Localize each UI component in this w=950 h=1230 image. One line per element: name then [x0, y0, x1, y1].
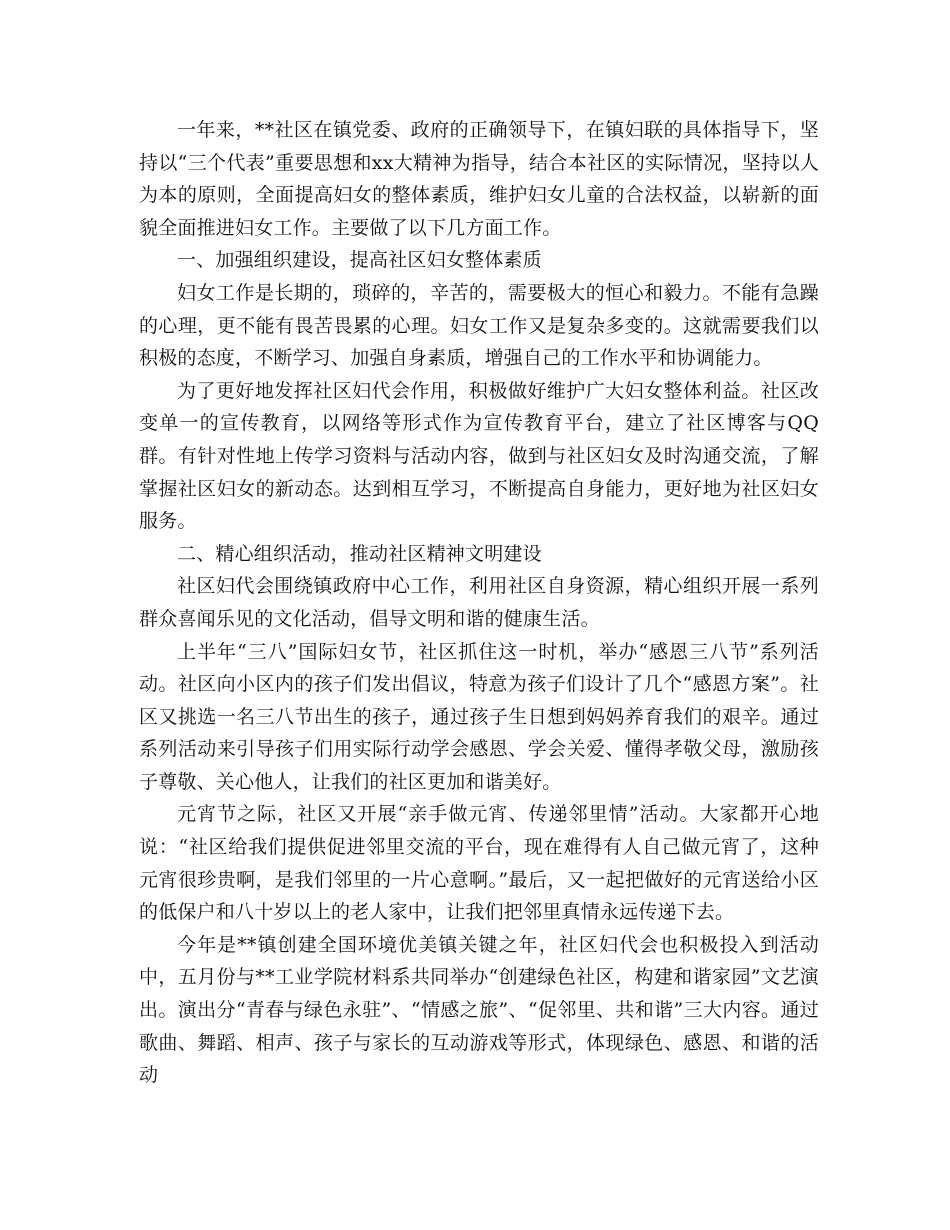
paragraph-lantern-festival: 元宵节之际，社区又开展“亲手做元宵、传递邻里情”活动。大家都开心地说：“社区给我们提供促进邻里交流的平台，现在难得有人自己做元宵了，这种元宵很珍贵啊，是我们邻里的一片心意啊。”最后，又一起把做好的元宵送给小区的低保户和八十岁以上的老人家中，让我们把邻里真情永远传递下去。: [139, 803, 819, 924]
section-heading-2: 二、精心组织活动，推动社区精神文明建设: [177, 542, 542, 565]
document-body: [139, 114, 819, 1092]
paragraph-cultural-activities: 社区妇代会围绕镇政府中心工作，利用社区自身资源，精心组织开展一系列群众喜闻乐见的文化活动，倡导文明和谐的健康生活。: [139, 575, 819, 630]
section-heading-1: 一、加强组织建设，提高社区妇女整体素质: [177, 249, 542, 272]
paragraph-green-community: 今年是**镇创建全国环境优美镇关键之年，社区妇代会也积极投入到活动中，五月份与**工业学院材料系共同举办“创建绿色社区，构建和谐家园”文艺演出。演出分“青春与绿色永驻”、“情感之旅”、“促邻里、共和谐”三大内容。通过歌曲、舞蹈、相声、孩子与家长的互动游戏等形式，体现绿色、感恩、和谐的活动: [139, 933, 819, 1087]
paragraph-online-platform: 为了更好地发挥社区妇代会作用，积极做好维护广大妇女整体利益。社区改变单一的宣传教育，以网络等形式作为宣传教育平台，建立了社区博客与QQ群。有针对性地上传学习资料与活动内容，做到与社区妇女及时沟通交流，了解掌握社区妇女的新动态。达到相互学习，不断提高自身能力，更好地为社区妇女服务。: [139, 379, 819, 533]
paragraph-womens-day: 上半年“三八”国际妇女节，社区抓住这一时机，举办“感恩三八节”系列活动。社区向小区内的孩子们发出倡议，特意为孩子们设计了几个“感恩方案”。社区又挑选一名三八节出生的孩子，通过孩子生日想到妈妈养育我们的艰辛。通过系列活动来引导孩子们用实际行动学会感恩、学会关爱、懂得孝敬父母，激励孩子尊敬、关心他人，让我们的社区更加和谐美好。: [139, 640, 819, 793]
paragraph-intro: 一年来，**社区在镇党委、政府的正确领导下，在镇妇联的具体指导下，坚持以“三个代表”重要思想和xx大精神为指导，结合本社区的实际情况，坚持以人为本的原则，全面提高妇女的整体素质，维护妇女儿童的合法权益，以崭新的面貌全面推进妇女工作。主要做了以下几方面工作。: [139, 119, 819, 239]
paragraph-women-work: 妇女工作是长期的，琐碎的，辛苦的，需要极大的恒心和毅力。不能有急躁的心理，更不能有畏苦畏累的心理。妇女工作又是复杂多变的。这就需要我们以积极的态度，不断学习、加强自身素质，增强自己的工作水平和协调能力。: [139, 281, 819, 370]
